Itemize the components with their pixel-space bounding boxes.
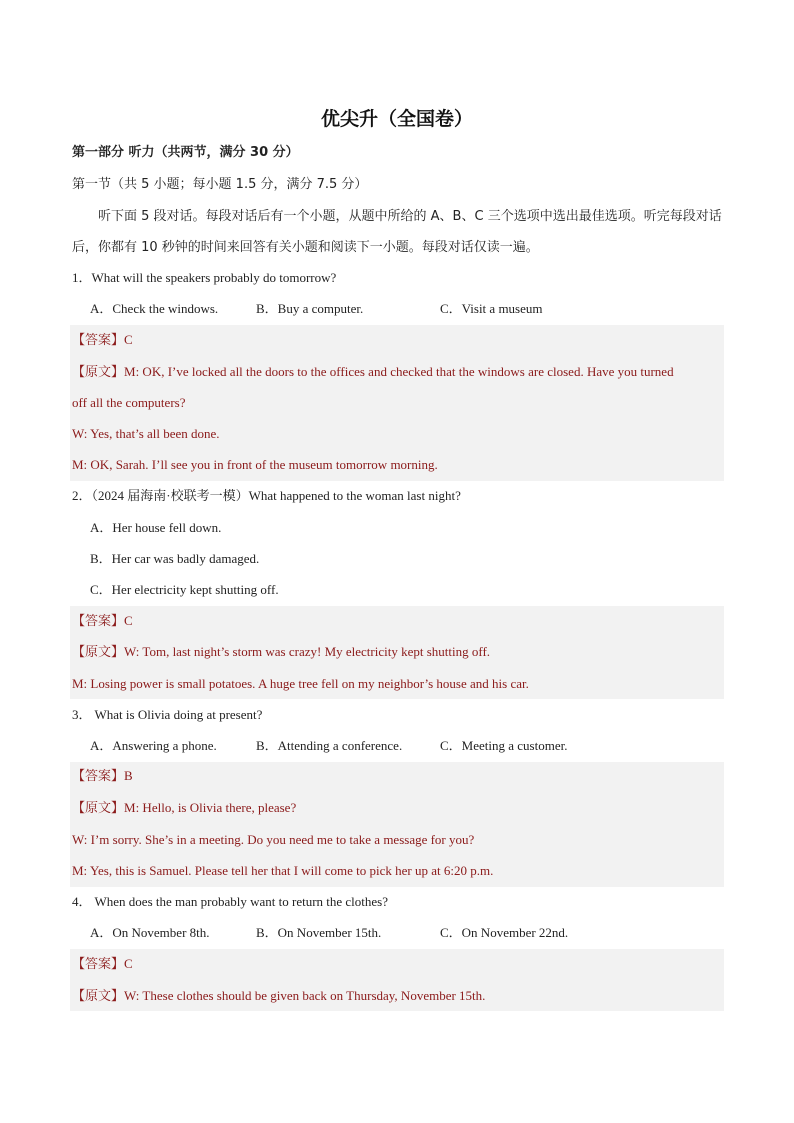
question-2-option-b: B．Her car was badly damaged. bbox=[90, 551, 260, 566]
section1-heading: 第一节（共 5 小题；每小题 1.5 分，满分 7.5 分） bbox=[72, 177, 368, 192]
answer-1: 【答案】C bbox=[72, 332, 133, 348]
question-1-option-c: C．Visit a museum bbox=[440, 301, 543, 316]
answer-2: 【答案】C bbox=[72, 613, 133, 629]
transcript-3-line-3: M: Yes, this is Samuel. Please tell her that I will come to pick her up at 6:20 p.m. bbox=[72, 863, 494, 878]
instructions: 听下面 5 段对话。每段对话后有一个小题，从题中所给的 A、B、C 三个选项中选出最佳选项。听完每段对话后，你都有 10 秒钟的时间来回答有关小题和阅读下一小题。每段对话仅读一遍。 bbox=[72, 209, 722, 255]
transcript-1-line-3: W: Yes, that’s all been done. bbox=[72, 426, 220, 441]
transcript-3-line-1: 【原文】M: Hello, is Olivia there, please? bbox=[72, 800, 297, 816]
transcript-4-line-1: 【原文】W: These clothes should be given back on Thursday, November 15th. bbox=[72, 988, 486, 1004]
question-4-option-b: B．On November 15th. bbox=[256, 925, 382, 940]
transcript-1-line-4: M: OK, Sarah. I’ll see you in front of the museum tomorrow morning. bbox=[72, 457, 438, 472]
question-2-stem: 2．（2024 届海南·校联考一模）What happened to the woman last night? bbox=[72, 488, 461, 503]
transcript-3-line-2: W: I’m sorry. She’s in a meeting. Do you need me to take a message for you? bbox=[72, 832, 475, 847]
question-2-option-c: C．Her electricity kept shutting off. bbox=[90, 582, 279, 597]
question-3-option-b: B．Attending a conference. bbox=[256, 738, 403, 753]
question-1-stem: 1．What will the speakers probably do tomorrow? bbox=[72, 270, 337, 285]
question-2-option-a: A．Her house fell down. bbox=[90, 520, 222, 535]
question-3-option-c: C．Meeting a customer. bbox=[440, 738, 568, 753]
transcript-1-line-2: off all the computers? bbox=[72, 395, 186, 410]
question-1-option-b: B．Buy a computer. bbox=[256, 301, 364, 316]
question-3-stem: 3． What is Olivia doing at present? bbox=[72, 707, 263, 722]
transcript-2-line-1: 【原文】W: Tom, last night’s storm was crazy! My electricity kept shutting off. bbox=[72, 644, 491, 660]
answer-3: 【答案】B bbox=[72, 768, 133, 784]
question-3-option-a: A．Answering a phone. bbox=[90, 738, 217, 753]
page-title: 优尖升（全国卷） bbox=[320, 108, 473, 130]
answer-4: 【答案】C bbox=[72, 956, 133, 972]
question-4-option-a: A．On November 8th. bbox=[90, 925, 210, 940]
question-4-stem: 4． When does the man probably want to return the clothes? bbox=[72, 894, 389, 909]
question-1-option-a: A．Check the windows. bbox=[90, 301, 219, 316]
question-4-option-c: C．On November 22nd. bbox=[440, 925, 569, 940]
transcript-1-line-1: 【原文】M: OK, I’ve locked all the doors to the offices and checked that the windows are closed. Have you turned bbox=[72, 364, 674, 380]
transcript-2-line-2: M: Losing power is small potatoes. A huge tree fell on my neighbor’s house and his car. bbox=[72, 676, 529, 691]
part1-heading: 第一部分 听力（共两节，满分 30 分） bbox=[72, 145, 299, 160]
